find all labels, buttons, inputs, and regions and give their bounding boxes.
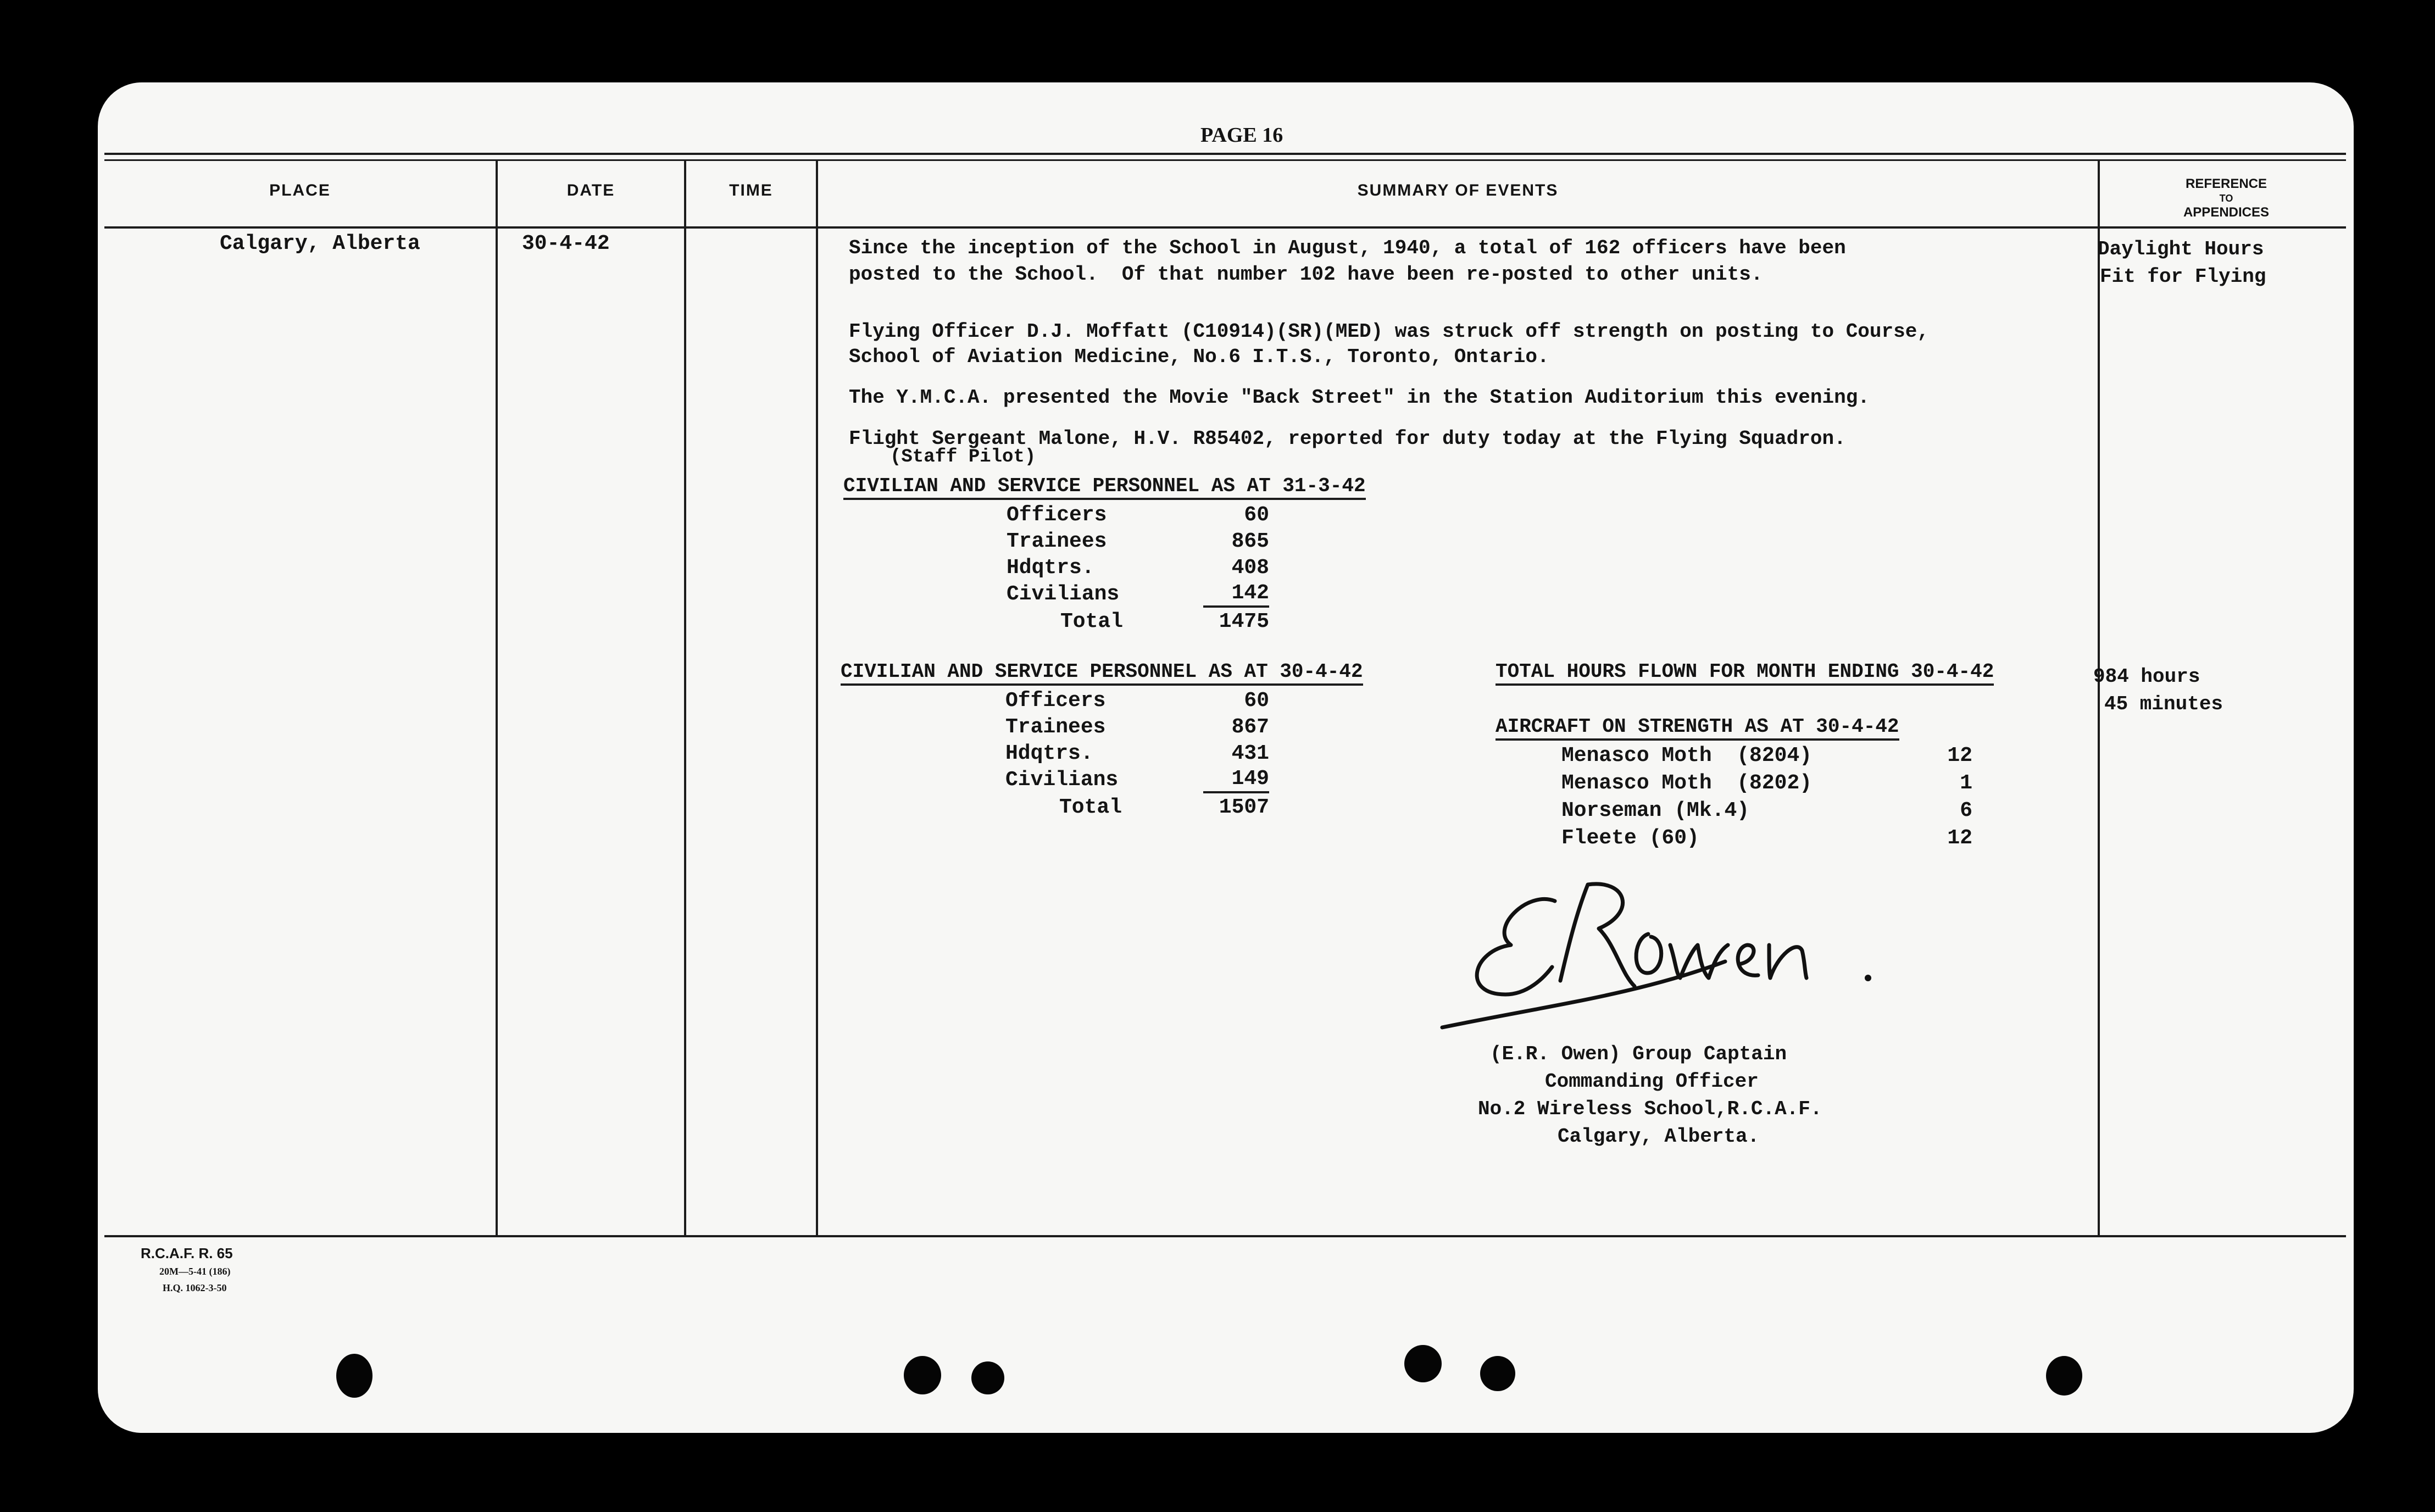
reference-daylight-2: Fit for Flying xyxy=(2100,265,2266,288)
hours-heading: TOTAL HOURS FLOWN FOR MONTH ENDING 30-4-42 xyxy=(1496,660,1994,686)
personnel-1-label: Civilians xyxy=(1007,582,1120,606)
personnel-2-value: 867 xyxy=(1231,715,1269,739)
personnel-1-label: Hdqtrs. xyxy=(1007,556,1094,580)
punch-hole xyxy=(1480,1356,1515,1391)
personnel-1-label: Officers xyxy=(1007,503,1107,527)
aircraft-heading: AIRCRAFT ON STRENGTH AS AT 30-4-42 xyxy=(1496,715,1899,741)
personnel-1-value: 60 xyxy=(1244,503,1269,527)
personnel-1-value: 142 xyxy=(1203,581,1269,608)
punch-hole xyxy=(904,1356,941,1394)
header-bottom-rule xyxy=(104,226,2346,229)
summary-line-6: Flight Sergeant Malone, H.V. R85402, reported for duty today at the Flying Squadron. xyxy=(849,427,1846,450)
personnel-1-value: 408 xyxy=(1231,556,1269,580)
signature-line-4: Calgary, Alberta. xyxy=(1558,1125,1760,1148)
punch-hole xyxy=(336,1354,373,1398)
personnel-2-heading: CIVILIAN AND SERVICE PERSONNEL AS AT 30-4-42 xyxy=(841,660,1363,686)
punch-hole xyxy=(2046,1356,2082,1396)
header-top-rule xyxy=(104,153,2346,155)
column-divider-place xyxy=(496,159,498,1235)
column-divider-date xyxy=(684,159,686,1235)
personnel-2-value: 431 xyxy=(1231,742,1269,765)
form-print-run: 20M—5-41 (186) xyxy=(159,1266,231,1277)
aircraft-label: Norseman (Mk.4) xyxy=(1561,799,1750,822)
summary-line-3: Flying Officer D.J. Moffatt (C10914)(SR)(MED) was struck off strength on posting to Course, xyxy=(849,320,1929,343)
column-divider-summary xyxy=(2098,159,2100,1235)
personnel-1-total-label: Total xyxy=(1060,610,1124,633)
aircraft-label: Menasco Moth (8204) xyxy=(1561,744,1813,768)
form-hq-number: H.Q. 1062-3-50 xyxy=(163,1282,227,1293)
reference-daylight-1: Daylight Hours xyxy=(2098,238,2264,260)
header-time: TIME xyxy=(729,181,773,199)
personnel-2-label: Civilians xyxy=(1005,768,1119,792)
signature-image xyxy=(1439,868,1890,1049)
aircraft-count: 6 xyxy=(1960,799,1972,822)
signature-line-3: No.2 Wireless School,R.C.A.F. xyxy=(1478,1098,1822,1120)
punch-hole xyxy=(971,1361,1004,1394)
personnel-2-value: 60 xyxy=(1244,689,1269,713)
header-top-rule-2 xyxy=(104,159,2346,161)
personnel-2-total-value: 1507 xyxy=(1219,796,1269,819)
header-reference: REFERENCE TO APPENDICES xyxy=(2183,176,2270,220)
summary-line-1: Since the inception of the School in August, 1940, a total of 162 officers have been xyxy=(849,237,1846,259)
personnel-1-label: Trainees xyxy=(1007,530,1107,553)
personnel-1-heading: CIVILIAN AND SERVICE PERSONNEL AS AT 31-3-42 xyxy=(843,475,1366,500)
personnel-2-value: 149 xyxy=(1203,767,1269,793)
personnel-2-label: Officers xyxy=(1005,689,1106,713)
header-date: DATE xyxy=(566,181,615,199)
aircraft-count: 12 xyxy=(1947,826,1972,850)
personnel-1-total-value: 1475 xyxy=(1219,610,1269,633)
header-summary: SUMMARY OF EVENTS xyxy=(1357,181,1559,199)
signature-line-2: Commanding Officer xyxy=(1545,1070,1759,1093)
table-bottom-rule xyxy=(104,1235,2346,1237)
personnel-2-label: Trainees xyxy=(1005,715,1106,739)
aircraft-count: 12 xyxy=(1947,744,1972,768)
summary-line-4: School of Aviation Medicine, No.6 I.T.S., Toronto, Ontario. xyxy=(849,346,1549,368)
form-id: R.C.A.F. R. 65 xyxy=(141,1245,233,1261)
reference-hours: 984 hours xyxy=(2093,665,2200,688)
summary-line-staff-pilot: (Staff Pilot) xyxy=(890,447,1036,468)
page-label: PAGE 16 xyxy=(1200,124,1283,147)
header-place: PLACE xyxy=(269,181,331,199)
aircraft-label: Menasco Moth (8202) xyxy=(1561,771,1813,795)
personnel-2-label: Hdqtrs. xyxy=(1005,742,1093,765)
summary-line-2: posted to the School. Of that number 102 have been re-posted to other units. xyxy=(849,263,1763,286)
column-divider-time xyxy=(816,159,818,1235)
place-entry: Calgary, Alberta xyxy=(220,232,420,255)
aircraft-count: 1 xyxy=(1960,771,1972,795)
signature-line-1: (E.R. Owen) Group Captain xyxy=(1490,1043,1787,1065)
personnel-2-total-label: Total xyxy=(1059,796,1122,819)
reference-minutes: 45 minutes xyxy=(2104,693,2223,715)
summary-line-5: The Y.M.C.A. presented the Movie "Back Street" in the Station Auditorium this evening. xyxy=(849,386,1870,409)
aircraft-label: Fleete (60) xyxy=(1561,826,1699,850)
date-entry: 30-4-42 xyxy=(522,232,610,255)
personnel-1-value: 865 xyxy=(1231,530,1269,553)
punch-hole xyxy=(1404,1345,1442,1382)
